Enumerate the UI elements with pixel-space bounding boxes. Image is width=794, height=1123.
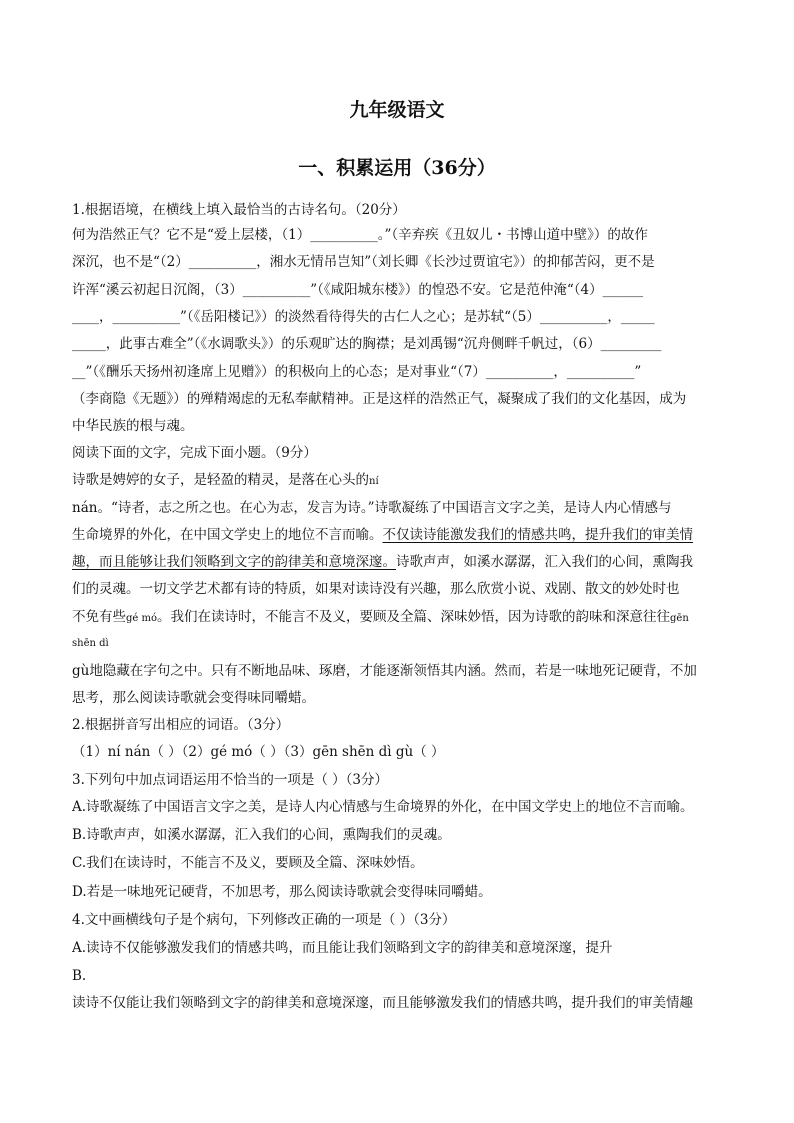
question-4-option-a: A.读诗不仅能够激发我们的情感共鸣，而且能让我们领略到文字的韵律美和意境深邃，提升 [72,940,613,956]
question-3-stem: 3.下列句中加点词语运用不恰当的一项是（ ）（3分） [72,772,389,788]
question-1-line: __”（《酬乐天扬州初逢席上见赠》）的积极向上的心态；是对事业“（7）__________，__________” [72,364,642,380]
reading-intro: 阅读下面的文字，完成下面小题。（9分） [72,445,317,461]
reading-text: 。我们在读诗时，不能言不及义，要顾及全篇、深味妙悟，因为诗歌的韵味和深意往往 [157,609,671,625]
reading-paragraph-line [72,607,722,629]
question-3-option-c: C.我们在读诗时，不能言不及义，要顾及全篇、深味妙悟。 [72,855,424,871]
question-4-option-b-label: B. [72,968,87,984]
pinyin-annotation: shēn dì [72,638,109,649]
question-2-items: （1）ní nán（ ）（2）gé mó（ ）（3）gēn shēn dì gù（ ） [72,744,445,760]
question-1-line: 中华民族的根与魂。 [72,418,194,434]
reading-paragraph-line [72,470,722,492]
question-3-option-d: D.若是一味地死记硬背，不加思考，那么阅读诗歌就会变得味同嚼蜡。 [72,884,492,900]
question-1-line: 许浑“溪云初起日沉阁，（3）__________”（《咸阳城东楼》）的惶恐不安。它是范仲淹“（4）______ [72,282,644,298]
question-4-option-b: 读诗不仅能让我们领略到文字的韵律美和意境深邃，而且能够激发我们的情感共鸣，提升我们的审美情趣 [72,995,693,1011]
reading-paragraph-line: gù地隐藏在字句之中。只有不断地品味、琢磨，才能逐渐领悟其内涵。然而，若是一味地死记硬背，不加 [72,663,697,679]
question-1-line: 深沉，也不是“（2）__________，湘水无情吊岂知”（刘长卿《长沙过贾谊宅》）的抑郁苦闷，更不是 [72,254,655,270]
question-1-stem: 1.根据语境，在横线上填入最恰当的古诗名句。（20分） [72,202,406,218]
underlined-sentence: 趣，而且能够让我们领略到文字的韵律美和意境深邃。 [72,554,396,570]
pinyin-annotation: gé mó [126,613,158,624]
question-1-line: _____，此事古难全”（《水调歌头》）的乐观旷达的胸襟；是刘禹锡“沉舟侧畔千帆过，（6）_________ [72,336,662,352]
question-3-option-a: A.诗歌凝练了中国语言文字之美，是诗人内心情感与生命境界的外化，在中国文学史上的地位不言而喻。 [72,799,694,815]
reading-text: 不免有些 [72,609,126,625]
reading-paragraph-line [72,525,722,545]
reading-paragraph-line: 思考，那么阅读诗歌就会变得味同嚼蜡。 [72,690,315,706]
reading-paragraph-line: nán。“诗者，志之所之也。在心为志，发言为诗。”诗歌凝练了中国语言文字之美，是诗人内心情感与 [72,500,672,516]
pinyin-annotation: ní [369,476,379,487]
question-3-option-b: B.诗歌声声，如溪水潺潺，汇入我们的心间，熏陶我们的灵魂。 [72,827,451,843]
question-1-line: ____，__________”（《岳阳楼记》）的淡然看待得失的古仁人之心；是苏轼“（5）__________，_____ [72,309,655,325]
reading-text: 诗歌是娉婷的女子，是轻盈的精灵，是落在心头的 [72,472,369,488]
underlined-sentence: 不仅读诗能激发我们的情感共鸣，提升我们的审美情 [382,527,693,543]
question-4-stem: 4.文中画横线句子是个病句，下列修改正确的一项是（ ）（3分） [72,912,456,928]
pinyin-annotation: gēn [670,613,689,624]
reading-paragraph-line: 们的灵魂。一切文学艺术都有诗的特质，如果对读诗没有兴趣，那么欣赏小说、戏剧、散文的妙处时也 [72,581,680,597]
question-1-line: （李商隐《无题》）的殚精竭虑的无私奉献精神。正是这样的浩然正气，凝聚成了我们的文化基因，成为 [72,391,687,407]
reading-text: 生命境界的外化，在中国文学史上的地位不言而喻。 [72,527,383,543]
reading-text: 诗歌声声，如溪水潺潺，汇入我们的心间，熏陶我 [396,554,693,570]
question-1-line: 何为浩然正气？它不是“爱上层楼，（1）__________。”（辛弃疾《丑奴儿・书博山道中壁》）的故作 [72,227,648,243]
document-title: 九年级语文 [349,99,445,121]
reading-paragraph-line [72,552,722,572]
section-title: 一、积累运用（36分） [298,157,496,179]
question-2-stem: 2.根据拼音写出相应的词语。（3分） [72,717,290,733]
